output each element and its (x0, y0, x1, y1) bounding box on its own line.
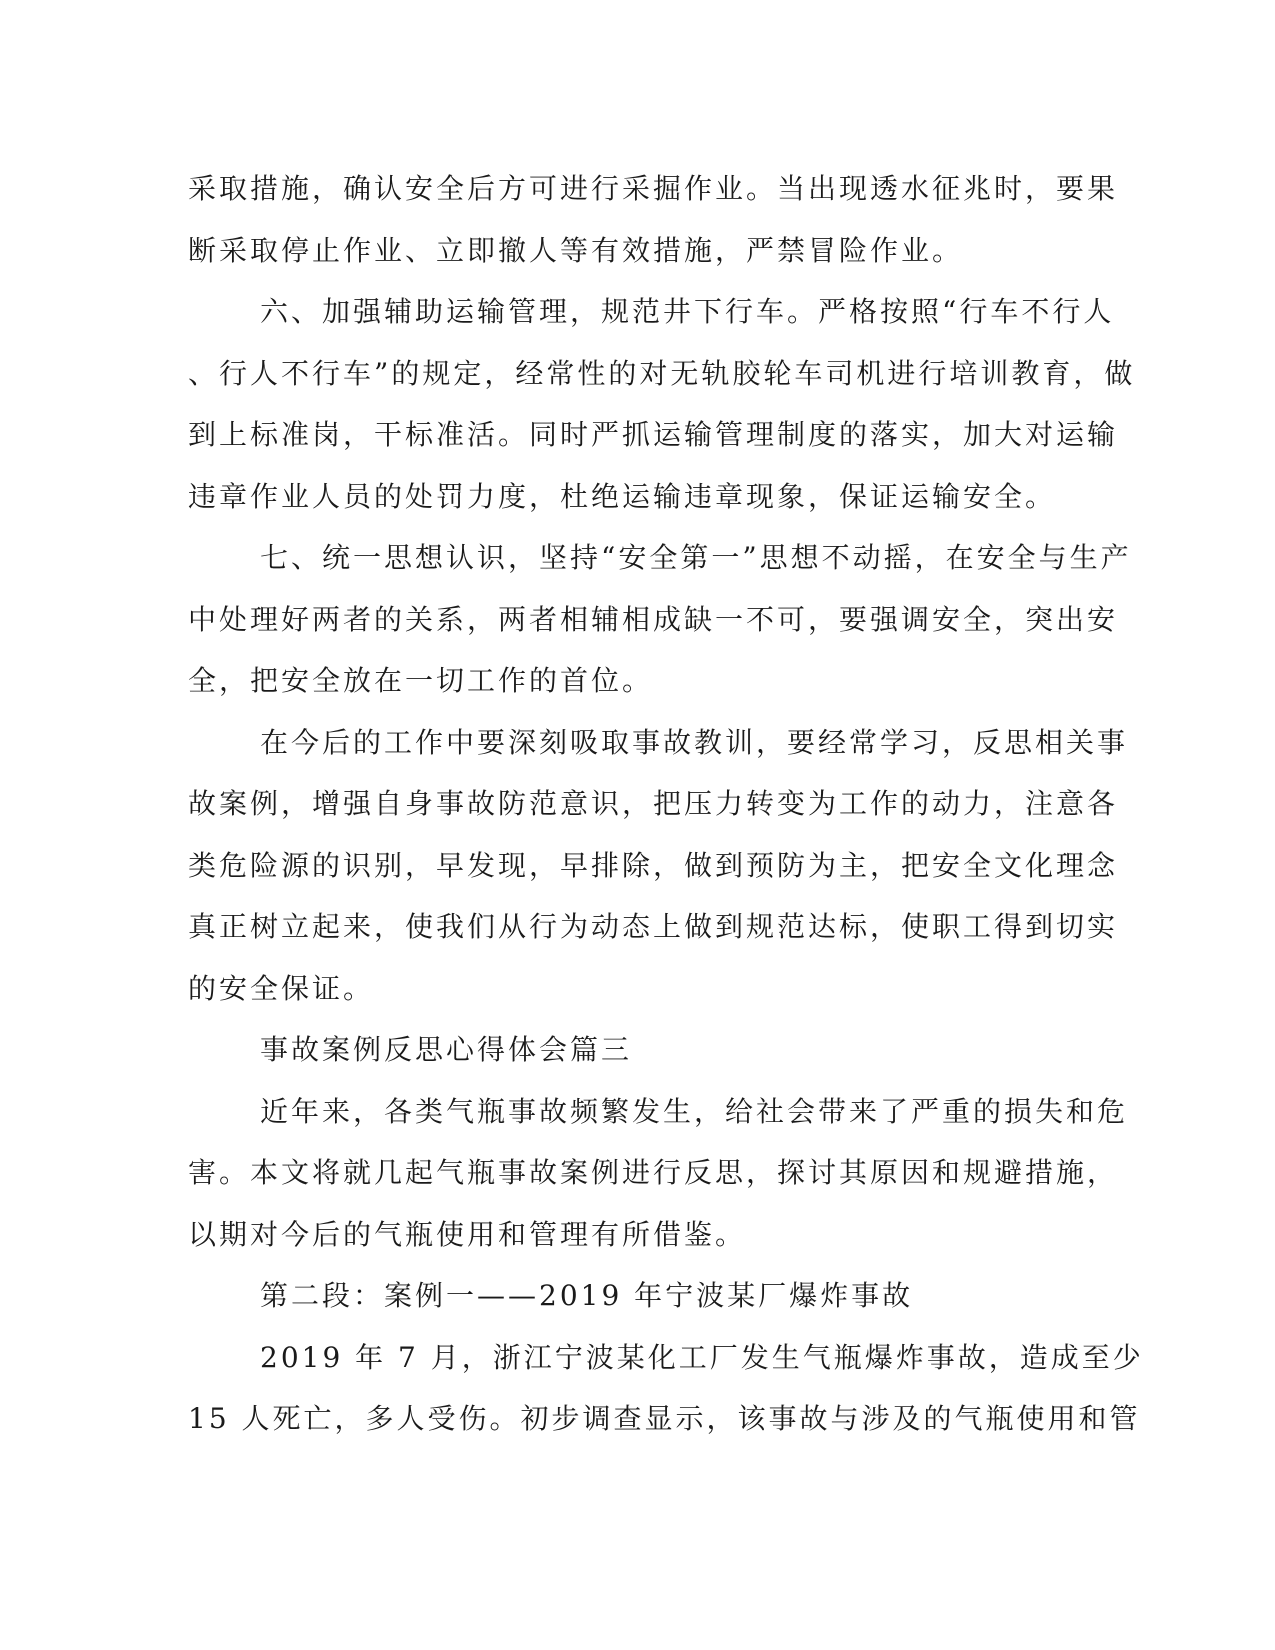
text-line-11: 故案例，增强自身事故防范意识，把压力转变为工作的动力，注意各 (188, 787, 1119, 820)
text-line-1: 采取措施，确认安全后方可进行采掘作业。当出现透水征兆时，要果 (188, 172, 1119, 205)
text-line-13: 真正树立起来，使我们从行为动态上做到规范达标，使职工得到切实 (188, 910, 1119, 943)
text-line-14: 的安全保证。 (188, 971, 375, 1005)
text-line-5: 到上标准岗，干标准活。同时严抓运输管理制度的落实，加大对运输 (188, 418, 1119, 451)
text-line-17: 害。本文将就几起气瓶事故案例进行反思，探讨其原因和规避措施， (188, 1156, 1119, 1189)
text-line-8: 中处理好两者的关系，两者相辅相成缺一不可，要强调安全，突出安 (188, 602, 1119, 636)
document-body (188, 158, 1144, 1450)
text-line-3: 六、加强辅助运输管理，规范井下行车。严格按照“行车不行人 (260, 295, 1115, 328)
text-line-6: 违章作业人员的处罚力度，杜绝运输违章现象，保证运输安全。 (188, 479, 1057, 513)
text-line-18: 以期对今后的气瓶使用和管理有所借鉴。 (188, 1217, 747, 1251)
text-line-7: 七、统一思想认识，坚持“安全第一”思想不动摇，在安全与生产 (260, 541, 1132, 574)
text-line-12: 类危险源的识别，早发现，早排除，做到预防为主，把安全文化理念 (188, 848, 1119, 882)
subsection-heading: 第二段：案例一——2019 年宁波某厂爆炸事故 (260, 1279, 914, 1312)
text-line-2: 断采取停止作业、立即撤人等有效措施，严禁冒险作业。 (188, 233, 964, 267)
text-line-16: 近年来，各类气瓶事故频繁发生，给社会带来了严重的损失和危 (260, 1094, 1129, 1128)
text-line-9: 全，把安全放在一切工作的首位。 (188, 664, 654, 697)
text-line-20: 2019 年 7 月，浙江宁波某化工厂发生气瓶爆炸事故，造成至少 (260, 1340, 1144, 1374)
section-heading: 事故案例反思心得体会篇三 (260, 1033, 633, 1066)
text-line-10: 在今后的工作中要深刻吸取事故教训，要经常学习，反思相关事 (260, 725, 1129, 759)
text-line-21: 15 人死亡，多人受伤。初步调查显示，该事故与涉及的气瓶使用和管 (188, 1402, 1141, 1435)
text-line-4: 、行人不行车”的规定，经常性的对无轨胶轮车司机进行培训教育，做 (188, 356, 1136, 390)
